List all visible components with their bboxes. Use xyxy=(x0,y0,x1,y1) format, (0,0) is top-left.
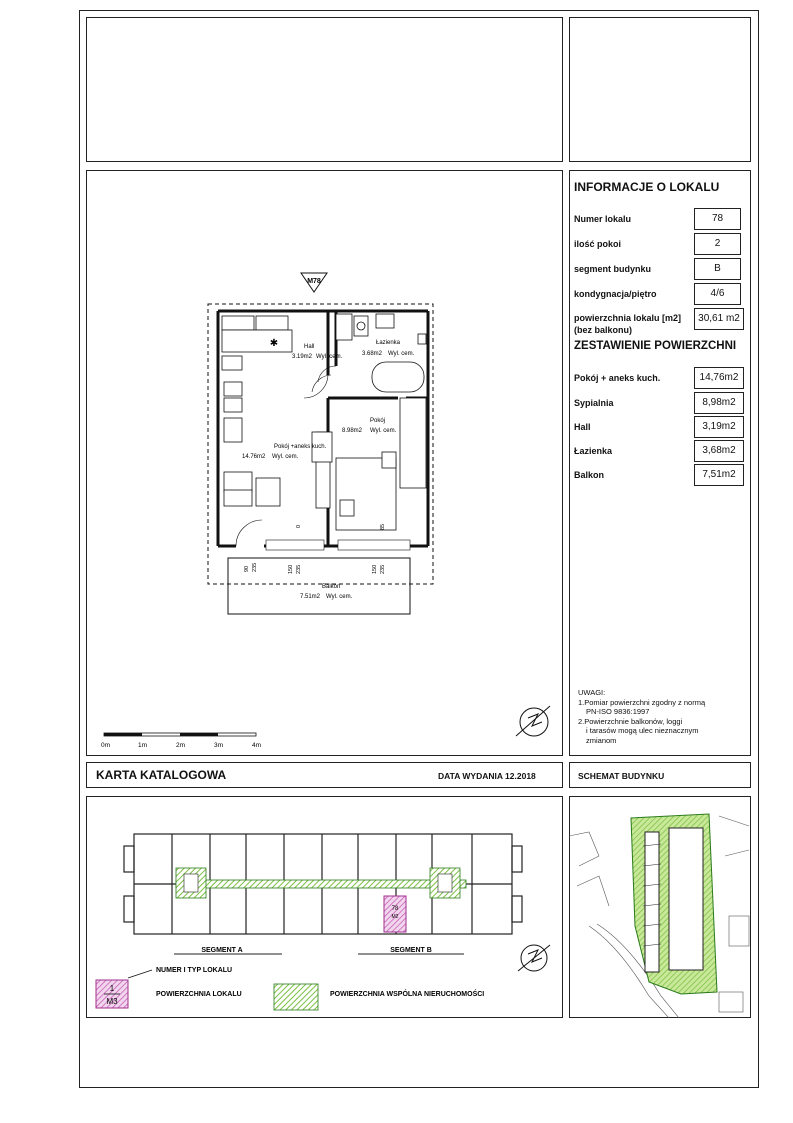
scale-0m: 0m xyxy=(101,742,111,749)
header-box-left xyxy=(86,17,563,162)
notes-line-5: zmianom xyxy=(586,735,617,745)
legend-common-swatch xyxy=(274,984,318,1010)
scale-bar xyxy=(101,733,261,749)
dim-85: 85 xyxy=(380,523,386,530)
hall-name: Hall xyxy=(304,344,315,350)
segment-b-label: SEGMENT B xyxy=(390,947,432,954)
unit-tag-label: M78 xyxy=(307,278,321,285)
bath-floor: Wyl. cem. xyxy=(388,351,415,357)
legend-icon-bottom: M3 xyxy=(106,997,118,1006)
info-label-area-note: (bez balkonu) xyxy=(574,325,632,335)
dim-0: 0 xyxy=(296,524,302,528)
header-box-right xyxy=(569,17,751,162)
scale-3m: 3m xyxy=(214,742,224,749)
building-north-arrow-icon xyxy=(518,945,550,971)
notes-line-4: i tarasów mogą ulec nieznacznym xyxy=(586,726,699,735)
info-value-floor: 4/6 xyxy=(694,283,741,305)
notes-line-2: PN-ISO 9836:1997 xyxy=(586,707,650,716)
north-arrow-icon xyxy=(516,706,550,736)
info-value-area: 30,61 m2 xyxy=(694,308,744,330)
scale-2m: 2m xyxy=(176,742,186,749)
bed-floor: Wyl. cem. xyxy=(370,428,397,434)
legend-icon-top: 1 xyxy=(109,984,115,993)
dim-235-c: 235 xyxy=(380,564,386,574)
title-date: DATA WYDANIA 12.2018 xyxy=(438,771,536,781)
living-area: 14.76m2 xyxy=(242,454,266,460)
cooktop-icon: ✱ xyxy=(269,338,279,349)
notes-line-1: 1.Pomiar powierzchni zgodny z normą xyxy=(578,697,706,707)
title-karta: KARTA KATALOGOWA xyxy=(96,768,227,782)
area-label-hall: Hall xyxy=(574,422,591,432)
area-value-hall: 3,19m2 xyxy=(694,416,744,438)
bath-area: 3.68m2 xyxy=(362,351,383,357)
info-value-segment: B xyxy=(694,258,741,280)
area-value-bathroom: 3,68m2 xyxy=(694,440,744,462)
bed-name: Pokój xyxy=(370,418,386,424)
info-heading: INFORMACJE O LOKALU xyxy=(574,180,720,194)
bed-area: 8.98m2 xyxy=(342,428,363,434)
highlighted-unit-number: 78 xyxy=(391,906,399,912)
area-value-bedroom: 8,98m2 xyxy=(694,392,744,414)
dim-90: 90 xyxy=(244,565,250,572)
title-schemat: SCHEMAT BUDYNKU xyxy=(578,771,665,781)
segment-a-label: SEGMENT A xyxy=(201,947,243,954)
info-value-unit-number: 78 xyxy=(694,208,741,230)
balcony-doors xyxy=(266,540,410,550)
notes xyxy=(578,688,705,745)
legend-unit-area: POWIERZCHNIA LOKALU xyxy=(156,991,242,998)
living-name: Pokój +aneks kuch. xyxy=(274,444,327,450)
living-floor: Wyl. cem. xyxy=(272,454,299,460)
balcony-area: 7.51m2 xyxy=(300,594,321,600)
info-label-area: powierzchnia lokalu [m2] xyxy=(574,313,682,323)
bath-name: Łazienka xyxy=(376,340,401,346)
balcony-name: Balkon xyxy=(322,584,341,590)
legend-common-area: POWIERZCHNIA WSPÓLNA NIERUCHOMOŚCI xyxy=(330,991,485,998)
areas-heading: ZESTAWIENIE POWIERZCHNI xyxy=(574,340,737,352)
area-label-bathroom: Łazienka xyxy=(574,446,613,456)
stair-b-inner xyxy=(438,874,452,892)
highlighted-unit-type: M2 xyxy=(391,914,399,920)
info-label-rooms: ilość pokoi xyxy=(574,239,622,249)
unit-tag xyxy=(301,273,327,292)
area-value-living: 14,76m2 xyxy=(694,367,744,389)
notes-title: UWAGI: xyxy=(578,688,606,697)
balcony-floor: Wyl. cem. xyxy=(326,594,353,600)
common-corridor xyxy=(176,880,466,888)
building-drawing xyxy=(86,796,563,1018)
area-label-living: Pokój + aneks kuch. xyxy=(574,373,661,383)
notes-line-3: 2.Powierzchnie balkonów, loggi xyxy=(578,716,683,726)
dim-150-b: 150 xyxy=(372,564,378,574)
hall-floor: Wyl. cem. xyxy=(316,354,343,360)
area-label-balcony: Balkon xyxy=(574,470,605,480)
site-buildings xyxy=(645,828,703,972)
hall-area: 3.19m2 xyxy=(292,354,313,360)
legend-number-type: NUMER I TYP LOKALU xyxy=(156,967,233,974)
stair-a-inner xyxy=(184,874,198,892)
legend-pointer xyxy=(128,970,152,978)
info-label-segment: segment budynku xyxy=(574,264,652,274)
area-value-balcony: 7,51m2 xyxy=(694,464,744,486)
area-label-bedroom: Sypialnia xyxy=(574,398,614,408)
scale-1m: 1m xyxy=(138,742,148,749)
site-plan-drawing xyxy=(569,796,751,1018)
dim-235-b: 235 xyxy=(296,564,302,574)
info-label-unit-number: Numer lokalu xyxy=(574,214,632,224)
info-value-rooms: 2 xyxy=(694,233,741,255)
dim-235-a: 235 xyxy=(252,562,258,572)
info-label-floor: kondygnacja/piętro xyxy=(574,289,657,299)
dim-150-a: 150 xyxy=(288,564,294,574)
scale-4m: 4m xyxy=(252,742,262,749)
floor-plan-drawing xyxy=(86,170,563,756)
